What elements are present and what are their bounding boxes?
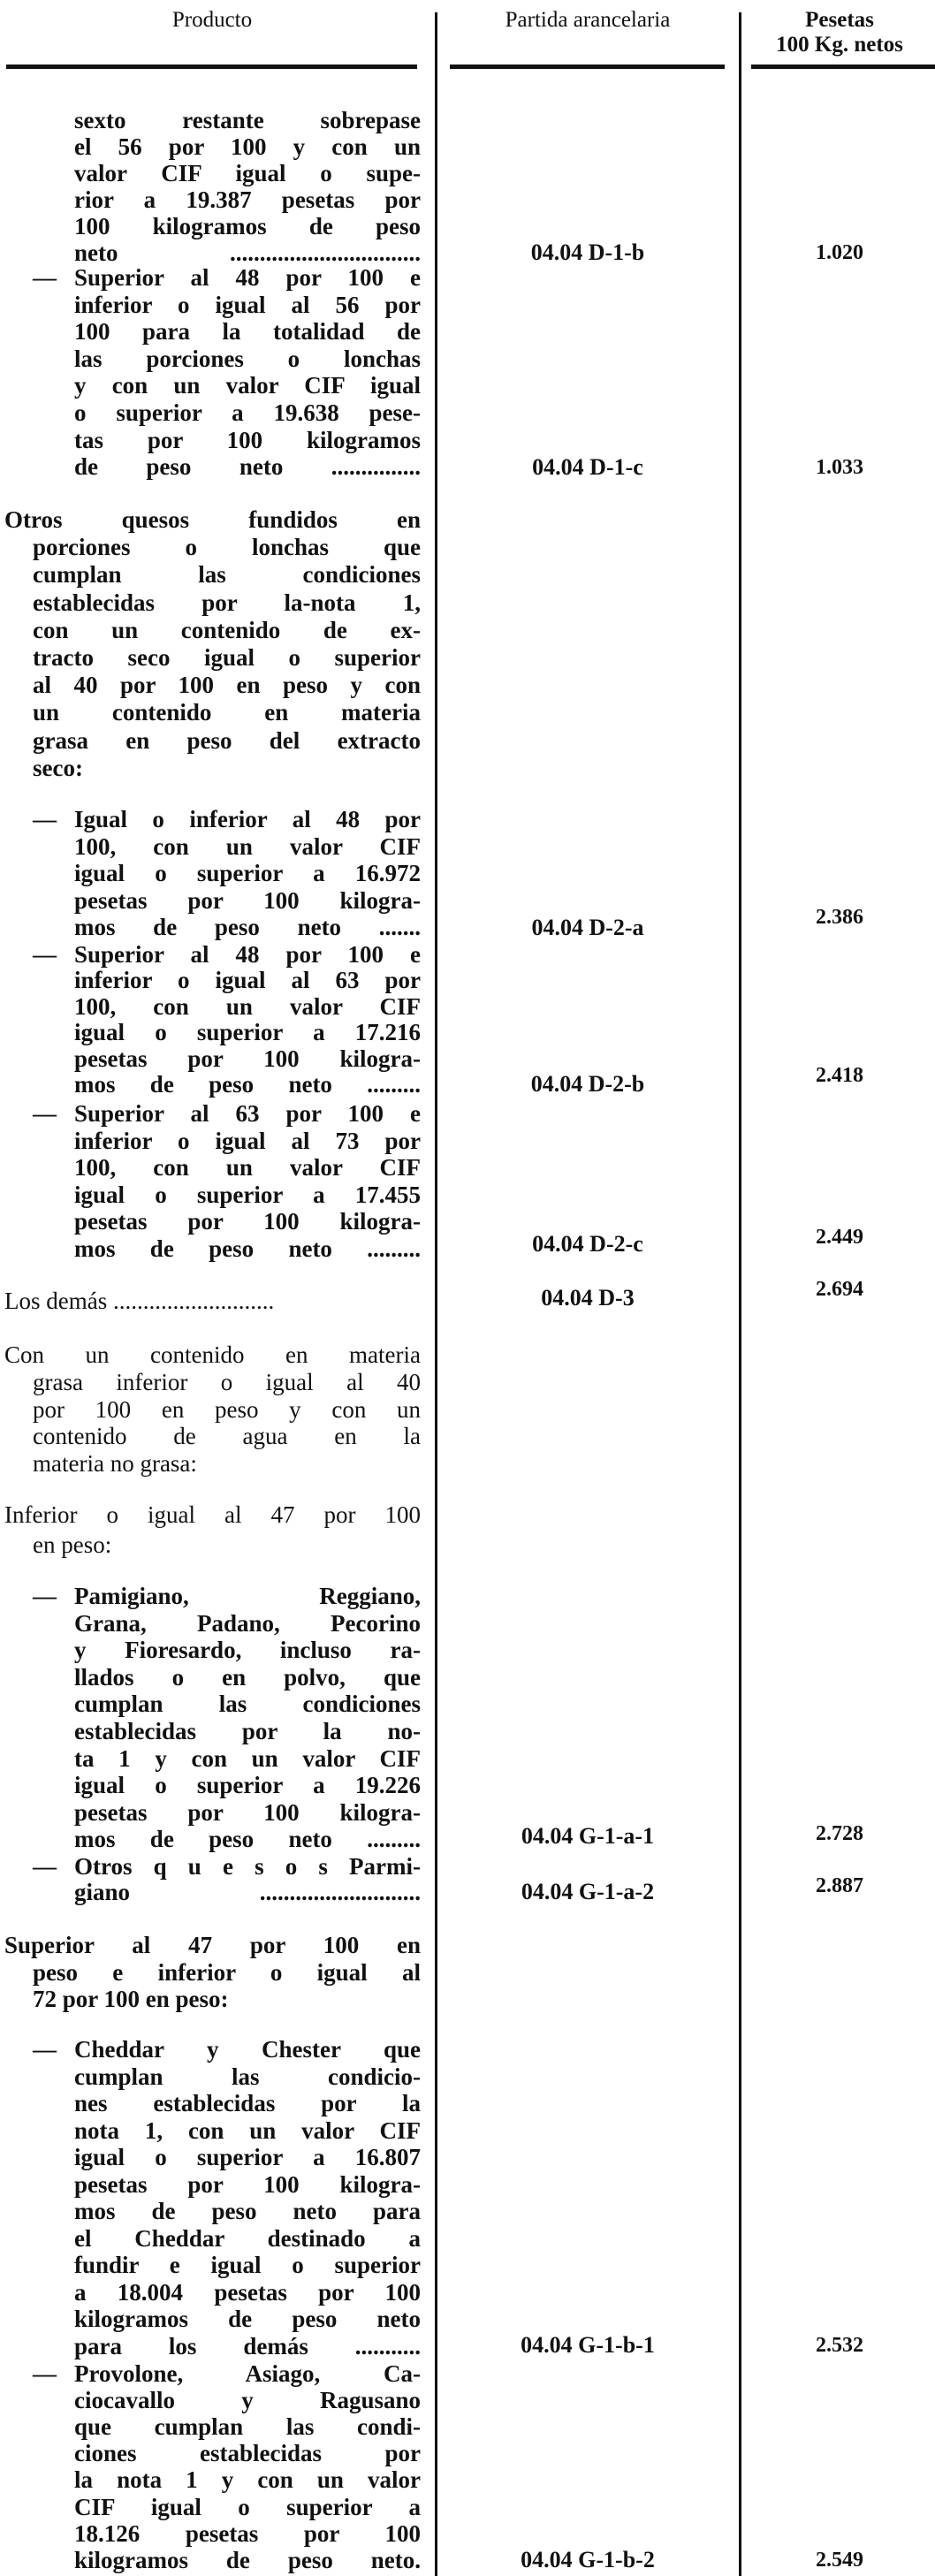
product-description-line: de peso neto ...............: [74, 453, 421, 481]
dash-bullet-icon: —: [33, 1853, 57, 1880]
product-description-line: cumplan las condiciones: [33, 561, 421, 589]
product-description-line: Otros q u e s o s Parmi-: [74, 1853, 421, 1880]
product-description-line: para los demás ...........: [74, 2332, 421, 2359]
product-description-line: tas por 100 kilogramos: [74, 426, 421, 453]
product-description-line: inferior o igual al 63 por: [74, 967, 421, 994]
price-value: 2.728: [816, 1822, 863, 1845]
dash-bullet-icon: —: [33, 264, 57, 291]
product-description-line: pesetas por 100 kilogra-: [74, 886, 421, 914]
product-description-line: inferior o igual al 73 por: [74, 1127, 421, 1154]
product-description-line: fundir e igual o superior: [74, 2252, 421, 2278]
tariff-code: 04.04 D-2-c: [532, 1231, 643, 1257]
product-description-line: en peso:: [33, 1531, 112, 1558]
product-description-line: Superior al 63 por 100 e: [74, 1100, 421, 1127]
product-description-line: rior a 19.387 pesetas por: [74, 186, 421, 213]
product-description-line: establecidas por la no-: [74, 1718, 421, 1744]
product-description-line: grasa inferior o igual al 40: [33, 1368, 421, 1395]
price-value: 2.887: [816, 1874, 863, 1897]
product-description-line: Otros quesos fundidos en: [4, 506, 421, 533]
price-value: 1.033: [816, 456, 863, 479]
product-description-line: neto ................................: [74, 239, 421, 266]
product-description-line: porciones o lonchas que: [33, 534, 421, 561]
product-description-line: el 56 por 100 y con un: [74, 133, 421, 160]
product-description-line: Con un contenido en materia: [4, 1341, 421, 1368]
product-description-line: peso e inferior o igual al: [33, 1958, 421, 1986]
dash-bullet-icon: —: [33, 1100, 57, 1127]
product-description-line: Superior al 47 por 100 en: [4, 1932, 421, 1958]
product-description-line: contenido de agua en la: [33, 1423, 421, 1450]
product-description-line: y Fioresardo, incluso ra-: [74, 1637, 421, 1664]
product-description-line: materia no grasa:: [33, 1450, 197, 1477]
tariff-code: 04.04 G-1-b-1: [521, 2332, 655, 2358]
product-description-line: Pamigiano, Reggiano,: [74, 1583, 421, 1609]
dash-bullet-icon: —: [33, 941, 57, 968]
product-description-line: cumplan las condiciones: [74, 1691, 421, 1718]
header-rule-producto: [6, 65, 417, 69]
product-description-line: pesetas por 100 kilogra-: [74, 2170, 421, 2198]
tariff-code: 04.04 D-3: [541, 1285, 635, 1311]
product-description-line: al 40 por 100 en peso y con: [33, 672, 421, 699]
tariff-code: 04.04 G-1-a-1: [521, 1823, 655, 1849]
product-description-line: kilogramos de peso neto.: [74, 2546, 421, 2573]
product-description-line: Igual o inferior al 48 por: [74, 806, 421, 832]
product-description-line: 100, con un valor CIF: [74, 1154, 421, 1182]
product-description-line: ciocavallo y Ragusano: [74, 2387, 421, 2414]
price-value: 2.549: [816, 2549, 863, 2572]
price-value: 1.020: [816, 241, 863, 264]
column-divider: [739, 12, 741, 2576]
product-description-line: a 18.004 pesetas por 100: [74, 2278, 421, 2306]
tariff-code: 04.04 D-1-b: [530, 239, 645, 265]
product-description-line: que cumplan las condi-: [74, 2413, 421, 2441]
price-value: 2.418: [816, 1064, 863, 1087]
dash-bullet-icon: —: [33, 2360, 57, 2387]
product-description-line: 100 kilogramos de peso: [74, 213, 421, 239]
product-description-line: 72 por 100 en peso:: [33, 1986, 229, 2012]
product-description-line: igual o superior a 16.807: [74, 2144, 421, 2170]
dash-bullet-icon: —: [33, 806, 57, 832]
product-description-line: 100, con un valor CIF: [74, 992, 421, 1020]
tariff-code: 04.04 D-2-b: [530, 1071, 645, 1097]
header-rule-partida: [450, 65, 725, 69]
product-description-line: y con un valor CIF igual: [74, 372, 421, 399]
product-description-line: por 100 en peso y con un: [33, 1395, 421, 1423]
product-description-line: inferior o igual al 56 por: [74, 291, 421, 318]
product-description-line: mos de peso neto .........: [74, 1826, 421, 1853]
tariff-code: 04.04 G-1-a-2: [521, 1879, 655, 1904]
product-description-line: igual o superior a 17.455: [74, 1181, 421, 1208]
product-description-line: Cheddar y Chester que: [74, 2036, 421, 2063]
product-description-line: 100 para la totalidad de: [74, 318, 421, 346]
product-description-line: con un contenido de ex-: [33, 616, 421, 643]
product-description-line: 18.126 pesetas por 100: [74, 2519, 421, 2547]
product-description-line: ta 1 y con un valor CIF: [74, 1744, 421, 1772]
column-header-partida: Partida arancelaria: [505, 8, 671, 32]
product-description-line: sexto restante sobrepase: [74, 107, 421, 133]
product-description-line: Grana, Padano, Pecorino: [74, 1609, 421, 1637]
product-description-line: las porciones o lonchas: [74, 345, 421, 372]
product-description-line: Los demás ...........................: [4, 1288, 275, 1314]
tariff-code: 04.04 D-1-c: [532, 454, 643, 480]
product-description-line: nes establecidas por la: [74, 2090, 421, 2116]
product-description-line: valor CIF igual o supe-: [74, 160, 421, 186]
product-description-line: CIF igual o superior a: [74, 2493, 421, 2520]
product-description-line: mos de peso neto .......: [74, 914, 421, 941]
dash-bullet-icon: —: [33, 2036, 57, 2063]
dash-bullet-icon: —: [33, 1583, 57, 1609]
product-description-line: grasa en peso del extracto: [33, 726, 421, 754]
product-description-line: seco:: [33, 754, 83, 781]
price-value: 2.694: [816, 1278, 863, 1301]
product-description-line: mos de peso neto para: [74, 2198, 421, 2224]
column-header-pesetas: Pesetas: [805, 8, 874, 32]
product-description-line: giano ...........................: [74, 1879, 421, 1905]
header-rule-pesetas: [751, 65, 935, 69]
product-description-line: ciones establecidas por: [74, 2440, 421, 2467]
product-description-line: tracto seco igual o superior: [33, 644, 421, 671]
column-divider: [435, 12, 437, 2576]
product-description-line: cumplan las condicio-: [74, 2063, 421, 2090]
product-description-line: pesetas por 100 kilogra-: [74, 1208, 421, 1235]
price-value: 2.386: [816, 906, 863, 929]
product-description-line: mos de peso neto .........: [74, 1071, 421, 1098]
product-description-line: pesetas por 100 kilogra-: [74, 1045, 421, 1072]
tariff-code: 04.04 D-2-a: [531, 915, 644, 940]
product-description-line: o superior a 19.638 pese-: [74, 399, 421, 426]
product-description-line: la nota 1 y con un valor: [74, 2466, 421, 2494]
product-description-line: igual o superior a 16.972: [74, 860, 421, 887]
tariff-code: 04.04 G-1-b-2: [521, 2547, 655, 2572]
product-description-line: nota 1, con un valor CIF: [74, 2116, 421, 2144]
product-description-line: pesetas por 100 kilogra-: [74, 1798, 421, 1826]
product-description-line: mos de peso neto .........: [74, 1235, 421, 1262]
column-header-pesetas-unit: 100 Kg. netos: [776, 33, 903, 57]
product-description-line: Superior al 48 por 100 e: [74, 264, 421, 291]
product-description-line: kilogramos de peso neto: [74, 2306, 421, 2332]
product-description-line: llados o en polvo, que: [74, 1663, 421, 1691]
price-value: 2.532: [816, 2334, 863, 2357]
product-description-line: el Cheddar destinado a: [74, 2224, 421, 2252]
product-description-line: un contenido en materia: [33, 699, 421, 726]
product-description-line: establecidas por la-nota 1,: [33, 589, 421, 616]
product-description-line: Superior al 48 por 100 e: [74, 941, 421, 968]
column-header-producto: Producto: [171, 8, 253, 32]
price-value: 2.449: [816, 1226, 863, 1249]
product-description-line: igual o superior a 19.226: [74, 1772, 421, 1799]
product-description-line: igual o superior a 17.216: [74, 1019, 421, 1046]
product-description-line: 100, con un valor CIF: [74, 832, 421, 860]
product-description-line: Provolone, Asiago, Ca-: [74, 2360, 421, 2387]
product-description-line: Inferior o igual al 47 por 100: [4, 1501, 421, 1528]
